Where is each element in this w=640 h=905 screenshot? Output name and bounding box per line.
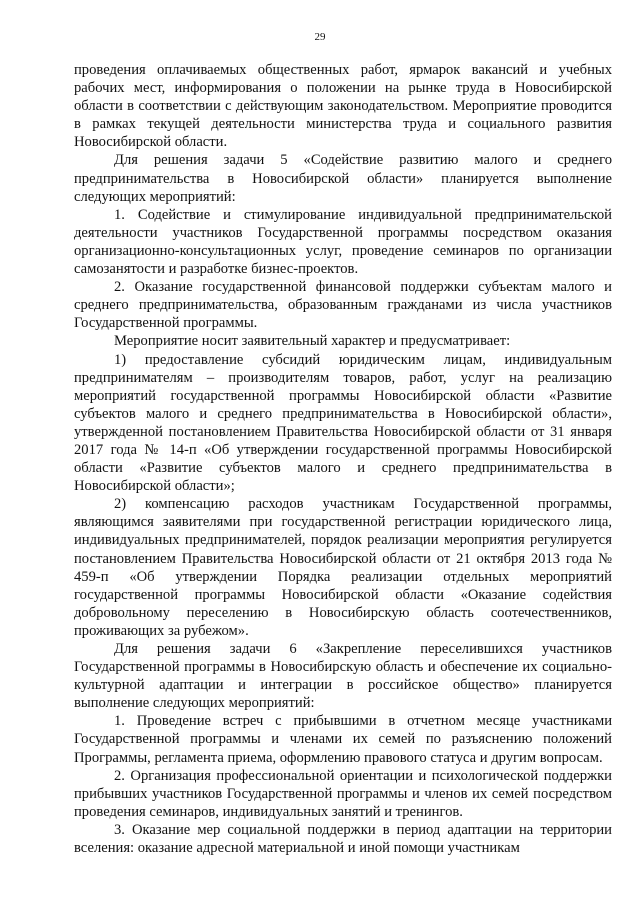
- paragraph-compensation: 2) компенсацию расходов участникам Государственной программы, являющимся заявителями при государственной регистрации юридического лица, индивидуальных предпринимателей, порядок реализации мероприятия регулируется постановлением Правительства Новосибирской области от 21 октября 2013 года № 459-п «Об утверждении Порядка реализации отдельных мероприятий государственной программы Новосибирской области «Оказание содействия добровольному переселению в Новосибирскую область соотечественников, проживающих за рубежом».: [74, 496, 612, 639]
- paragraph-task5-item1: 1. Содействие и стимулирование индивидуальной предпринимательской деятельности участников Государственной программы посредством оказания организационно-консультационных услуг, проведение семинаров по организации самозанятости и разработке бизнес-проектов.: [74, 206, 612, 278]
- paragraph-task6-intro: Для решения задачи 6 «Закрепление переселившихся участников Государственной программы в Новосибирскую область и обеспечение их социально-культурной адаптации и интеграции в российское общество» планируется выполнение следующих мероприятий:: [74, 641, 612, 712]
- page-number: 29: [314, 31, 326, 43]
- paragraph-subsidies: 1) предоставление субсидий юридическим лицам, индивидуальным предпринимателям – производителям товаров, работ, услуг на реализацию мероприятий государственной программы Новосибирской области «Развитие субъектов малого и среднего предпринимательства в Новосибирской области», утвержденной постановлением Правительства Новосибирской области от 31 января 2017 года № 14-п «Об утверждении государственной программы Новосибирской области «Развитие субъектов малого и среднего предпринимательства в Новосибирской области»;: [74, 351, 612, 495]
- paragraph-task6-item3: 3. Оказание мер социальной поддержки в период адаптации на территории вселения: оказание адресной материальной и иной помощи участникам: [74, 821, 612, 857]
- paragraph-task5-intro: Для решения задачи 5 «Содействие развитию малого и среднего предпринимательства в Новосибирской области» планируется выполнение следующих мероприятий:: [74, 152, 612, 205]
- paragraph-task6-item2: 2. Организация профессиональной ориентации и психологической поддержки прибывших участников Государственной программы и членов их семей посредством проведения семинаров, индивидуальных занятий и тренингов.: [74, 767, 612, 820]
- paragraph-task5-item2: 2. Оказание государственной финансовой поддержки субъектам малого и среднего предпринимательства, образованным гражданами из числа участников Государственной программы.: [74, 279, 612, 332]
- paragraph-task6-item1: 1. Проведение встреч с прибывшими в отчетном месяце участниками Государственной программы и членами их семей по разъяснению положений Программы, регламента приема, оформлению правового статуса и другим вопросам.: [74, 713, 612, 766]
- paragraph-continuation: проведения оплачиваемых общественных работ, ярмарок вакансий и учебных рабочих мест, информирования о положении на рынке труда в Новосибирской области в соответствии с действующим законодательством. Мероприятие проводится в рамках текущей деятельности министерства труда и социального развития Новосибирской области.: [74, 62, 612, 151]
- paragraph-measure-nature: Мероприятие носит заявительный характер и предусматривает:: [114, 333, 511, 350]
